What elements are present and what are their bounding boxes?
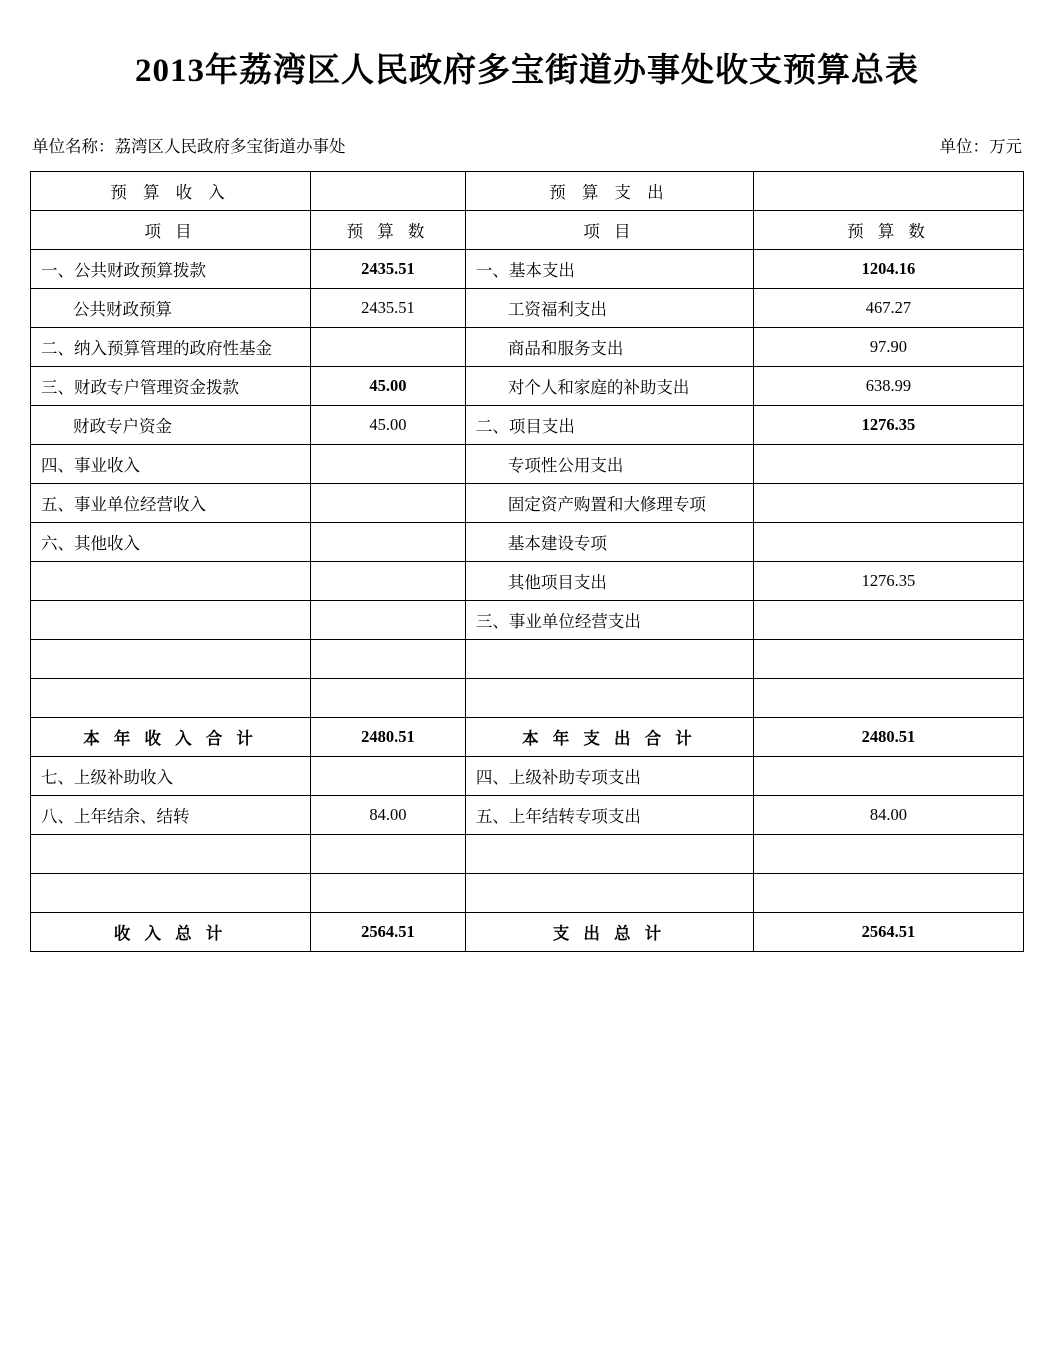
- income-total-value: 2564.51: [311, 913, 466, 952]
- income-subtotal-value: 2480.51: [311, 718, 466, 757]
- income-item-value: [311, 757, 466, 796]
- table-row: [31, 601, 1024, 640]
- income-item-value: [311, 562, 466, 601]
- section-header-expense-blank: [753, 172, 1023, 211]
- expense-item-value: 1204.16: [753, 250, 1023, 289]
- income-item-label: 四、事业收入: [31, 445, 311, 484]
- expense-item-label: 其他项目支出: [465, 562, 753, 601]
- expense-item-value: 84.00: [753, 796, 1023, 835]
- expense-item-label: 专项性公用支出: [465, 445, 753, 484]
- column-header-income-amount: 预 算 数: [311, 211, 466, 250]
- income-item-label: [31, 835, 311, 874]
- table-row: [31, 562, 1024, 601]
- expense-item-label: 三、事业单位经营支出: [465, 601, 753, 640]
- table-row: [31, 445, 1024, 484]
- table-row: [31, 874, 1024, 913]
- table-row: [31, 484, 1024, 523]
- table-row: [31, 796, 1024, 835]
- section-header-expense: 预 算 支 出: [465, 172, 753, 211]
- expense-item-label: 对个人和家庭的补助支出: [465, 367, 753, 406]
- expense-item-value: 97.90: [753, 328, 1023, 367]
- table-row: [31, 523, 1024, 562]
- table-row: [31, 835, 1024, 874]
- income-item-label: 七、上级补助收入: [31, 757, 311, 796]
- expense-item-label: 一、基本支出: [465, 250, 753, 289]
- income-item-label: [31, 874, 311, 913]
- income-item-value: [311, 835, 466, 874]
- expense-item-value: 638.99: [753, 367, 1023, 406]
- table-row: [31, 289, 1024, 328]
- column-header-income-item: 项 目: [31, 211, 311, 250]
- income-item-label: 一、公共财政预算拨款: [31, 250, 311, 289]
- table-row: [31, 367, 1024, 406]
- grand-total-row: [31, 913, 1024, 952]
- expense-item-value: [753, 679, 1023, 718]
- expense-item-label: [465, 874, 753, 913]
- table-row: [31, 328, 1024, 367]
- column-header-expense-item: 项 目: [465, 211, 753, 250]
- expense-total-value: 2564.51: [753, 913, 1023, 952]
- expense-item-label: 五、上年结转专项支出: [465, 796, 753, 835]
- income-item-label: [31, 601, 311, 640]
- income-item-label: [31, 562, 311, 601]
- section-header-income-blank: [311, 172, 466, 211]
- income-item-label: 三、财政专户管理资金拨款: [31, 367, 311, 406]
- income-item-value: [311, 523, 466, 562]
- budget-table: [30, 171, 1024, 952]
- income-item-value: 2435.51: [311, 289, 466, 328]
- expense-item-label: [465, 835, 753, 874]
- income-item-value: 45.00: [311, 367, 466, 406]
- income-item-value: 84.00: [311, 796, 466, 835]
- expense-subtotal-label: 本 年 支 出 合 计: [465, 718, 753, 757]
- expense-item-label: 商品和服务支出: [465, 328, 753, 367]
- income-item-label: 八、上年结余、结转: [31, 796, 311, 835]
- income-item-value: [311, 640, 466, 679]
- page-title: 2013年荔湾区人民政府多宝街道办事处收支预算总表: [135, 53, 919, 89]
- income-item-value: [311, 484, 466, 523]
- expense-item-label: 四、上级补助专项支出: [465, 757, 753, 796]
- expense-item-value: [753, 523, 1023, 562]
- income-item-value: [311, 328, 466, 367]
- income-item-label: 财政专户资金: [31, 406, 311, 445]
- income-item-value: 45.00: [311, 406, 466, 445]
- income-item-label: 二、纳入预算管理的政府性基金: [31, 328, 311, 367]
- income-item-label: [31, 679, 311, 718]
- income-subtotal-label: 本 年 收 入 合 计: [31, 718, 311, 757]
- expense-item-label: 二、项目支出: [465, 406, 753, 445]
- expense-item-label: 基本建设专项: [465, 523, 753, 562]
- unit-name-label: 单位名称：荔湾区人民政府多宝街道办事处: [32, 137, 346, 156]
- income-item-value: [311, 445, 466, 484]
- income-item-value: 2435.51: [311, 250, 466, 289]
- section-header-income: 预 算 收 入: [31, 172, 311, 211]
- expense-item-value: [753, 874, 1023, 913]
- subtotal-row: [31, 718, 1024, 757]
- expense-item-label: 固定资产购置和大修理专项: [465, 484, 753, 523]
- expense-item-value: [753, 835, 1023, 874]
- table-column-header-row: [31, 211, 1024, 250]
- unit-measure-label: 单位：万元: [939, 137, 1022, 156]
- income-item-label: 六、其他收入: [31, 523, 311, 562]
- table-section-header-row: [31, 172, 1024, 211]
- table-row: [31, 640, 1024, 679]
- expense-item-label: [465, 640, 753, 679]
- expense-item-value: 1276.35: [753, 406, 1023, 445]
- expense-item-value: [753, 445, 1023, 484]
- expense-item-value: [753, 640, 1023, 679]
- income-item-label: 公共财政预算: [31, 289, 311, 328]
- expense-item-value: [753, 484, 1023, 523]
- income-item-label: [31, 640, 311, 679]
- column-header-expense-amount: 预 算 数: [753, 211, 1023, 250]
- income-item-value: [311, 601, 466, 640]
- expense-item-label: [465, 679, 753, 718]
- expense-total-label: 支 出 总 计: [465, 913, 753, 952]
- income-item-value: [311, 874, 466, 913]
- expense-subtotal-value: 2480.51: [753, 718, 1023, 757]
- income-total-label: 收 入 总 计: [31, 913, 311, 952]
- expense-item-label: 工资福利支出: [465, 289, 753, 328]
- table-row: [31, 250, 1024, 289]
- table-row: [31, 679, 1024, 718]
- document-meta: [30, 133, 1024, 157]
- table-row: [31, 757, 1024, 796]
- income-item-label: 五、事业单位经营收入: [31, 484, 311, 523]
- expense-item-value: 1276.35: [753, 562, 1023, 601]
- expense-item-value: 467.27: [753, 289, 1023, 328]
- table-row: [31, 406, 1024, 445]
- income-item-value: [311, 679, 466, 718]
- expense-item-value: [753, 757, 1023, 796]
- expense-item-value: [753, 601, 1023, 640]
